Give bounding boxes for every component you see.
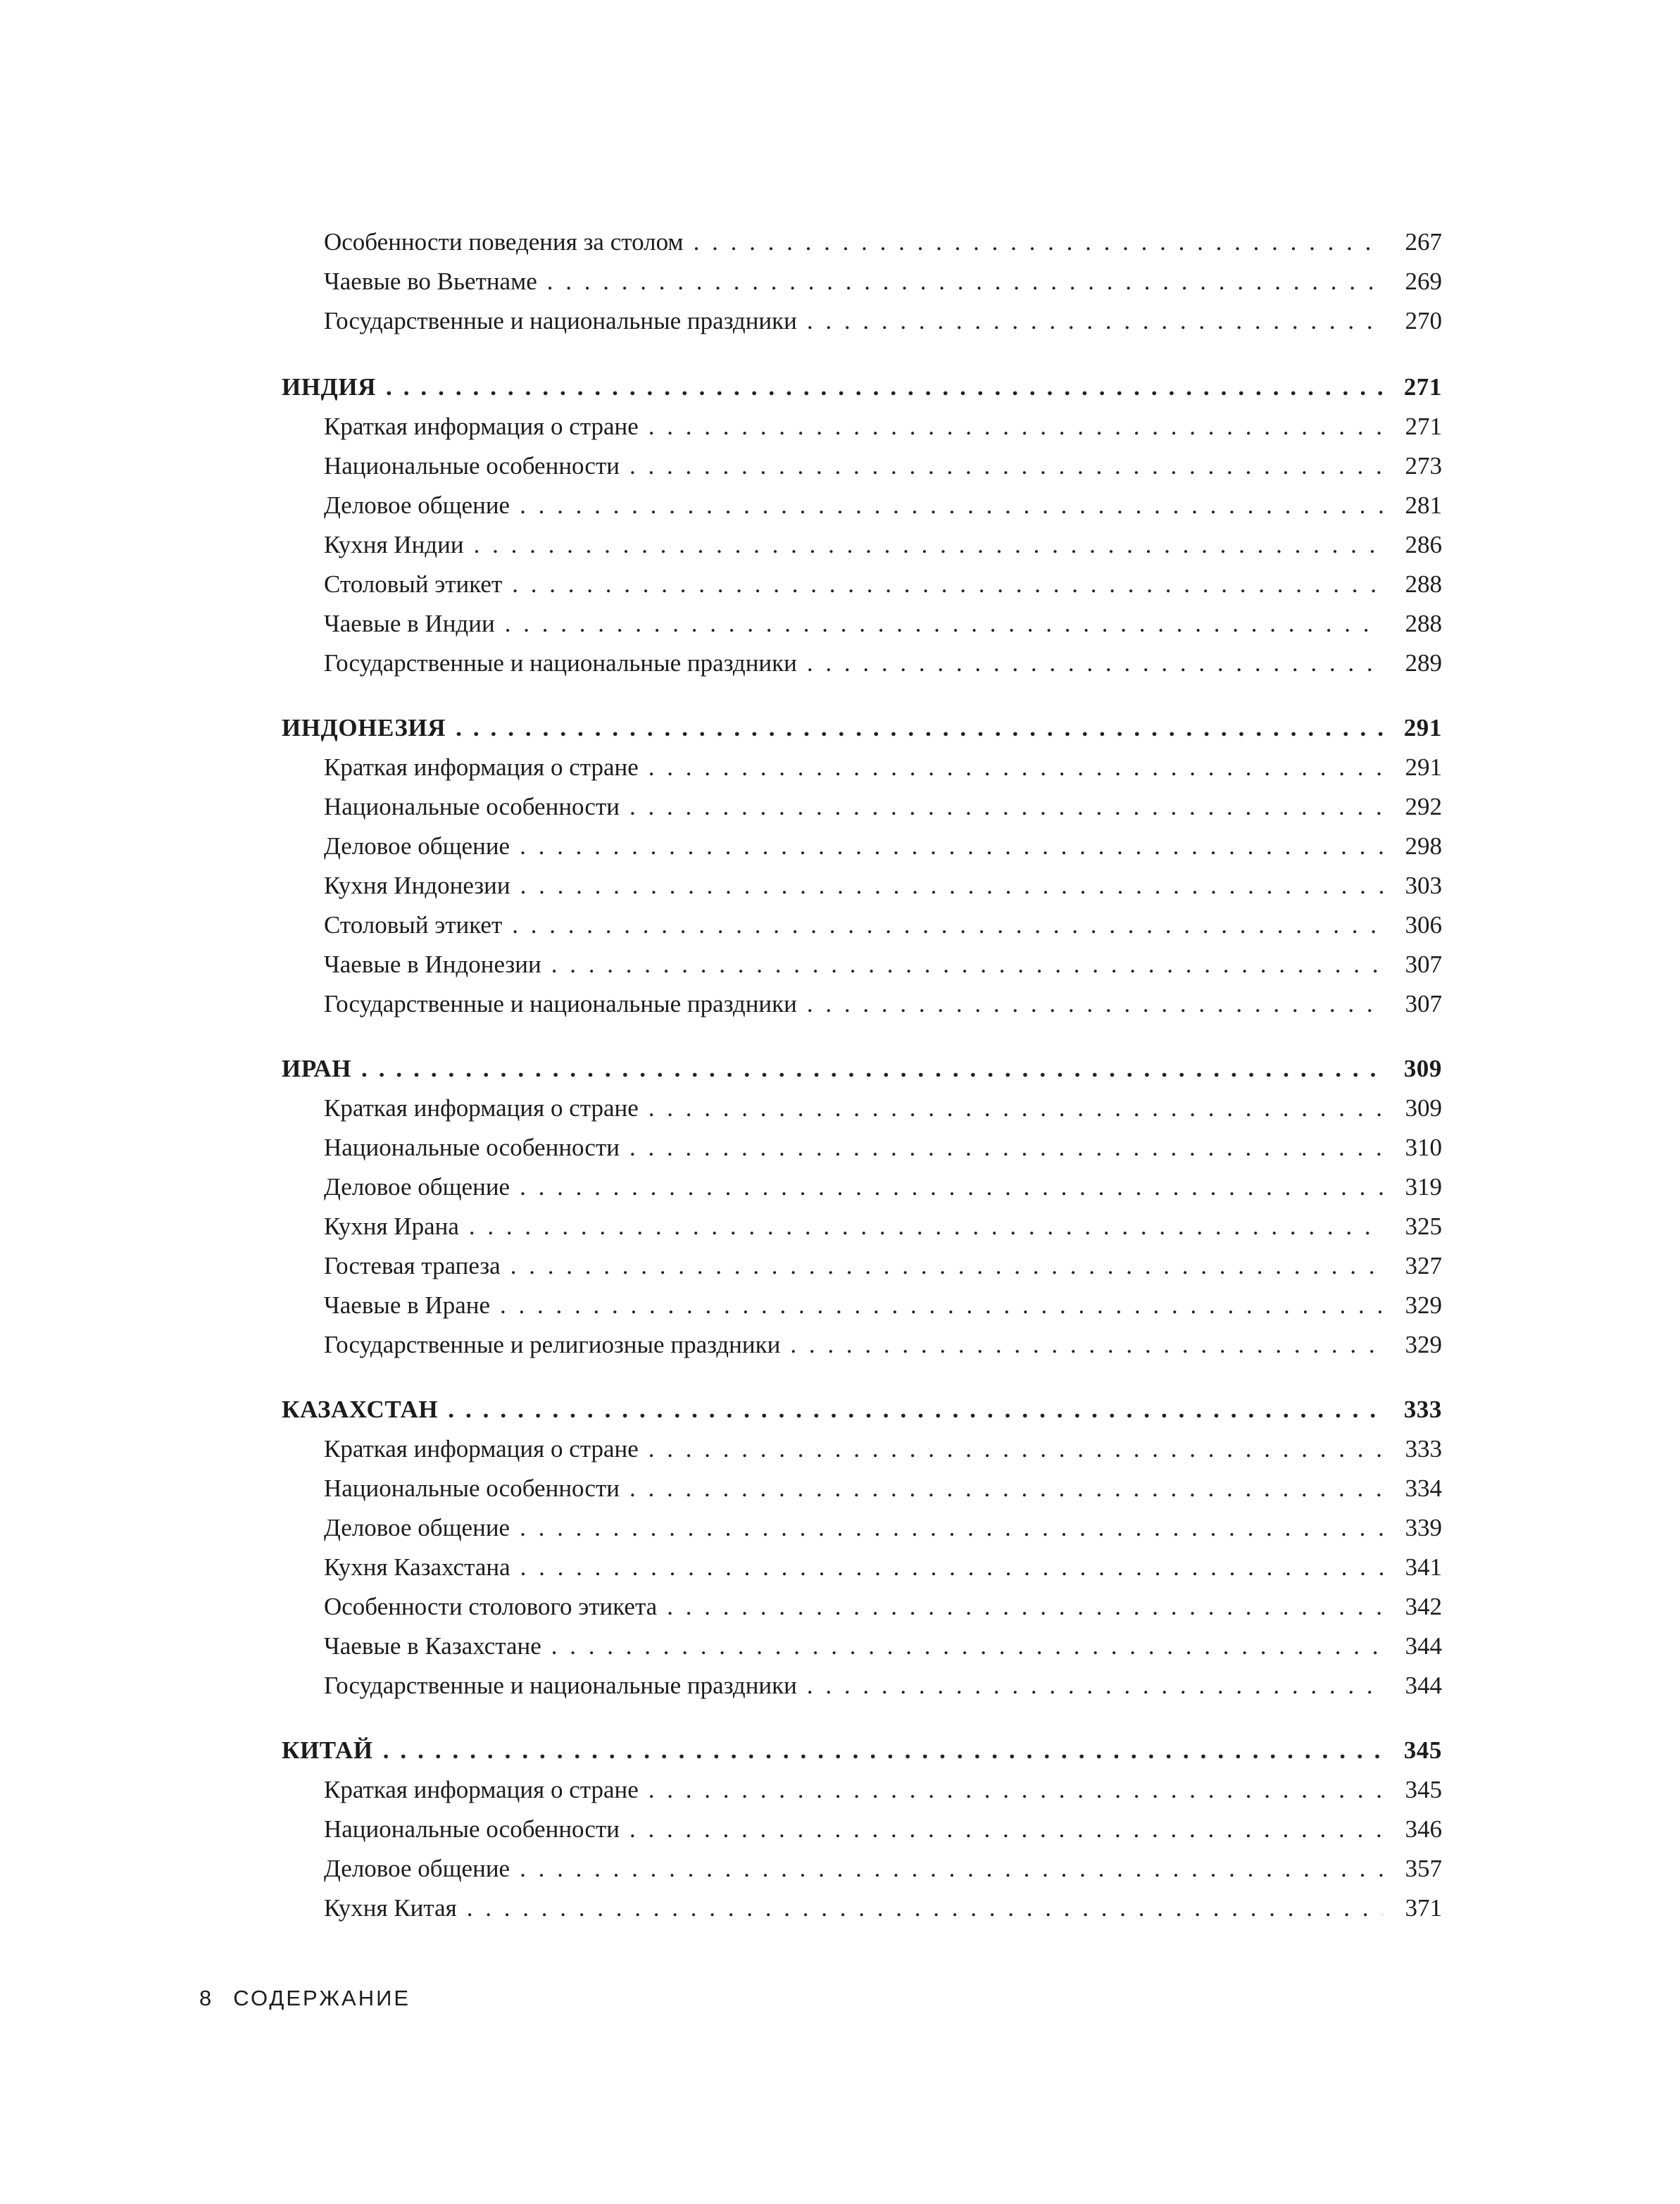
toc-entry-page: 327 xyxy=(1405,1252,1442,1279)
toc-entry xyxy=(282,604,1442,644)
toc-entry-title: Государственные и национальные праздники xyxy=(324,649,797,677)
toc-entry xyxy=(282,1167,1442,1207)
toc-entry-page: 310 xyxy=(1405,1134,1442,1161)
toc-entry-page: 269 xyxy=(1405,268,1442,295)
toc-entry xyxy=(282,1810,1442,1849)
toc-entry xyxy=(282,1469,1442,1508)
chapter-heading xyxy=(282,1390,1442,1429)
table-of-contents xyxy=(282,223,1442,1953)
dot-leader xyxy=(629,787,1383,827)
dot-leader xyxy=(520,1508,1383,1548)
toc-entry-page: 307 xyxy=(1405,951,1442,978)
toc-entry-title: Кухня Ирана xyxy=(324,1213,459,1240)
toc-entry xyxy=(282,262,1442,301)
dot-leader xyxy=(648,1429,1383,1469)
toc-entry-title: Кухня Индонезии xyxy=(324,872,510,899)
dot-leader xyxy=(520,1849,1383,1889)
toc-entry xyxy=(282,301,1442,341)
toc-entry xyxy=(282,1286,1442,1325)
dot-leader xyxy=(512,906,1383,945)
toc-entry-page: 325 xyxy=(1405,1213,1442,1240)
toc-entry-page: 306 xyxy=(1405,911,1442,939)
chapter-heading xyxy=(282,1731,1442,1770)
toc-entry xyxy=(282,446,1442,486)
toc-entry xyxy=(282,1207,1442,1246)
toc-entry xyxy=(282,748,1442,787)
chapter-heading-page: 333 xyxy=(1403,1396,1442,1423)
dot-leader xyxy=(648,1089,1383,1128)
toc-entry-title: Краткая информация о стране xyxy=(324,1094,639,1122)
toc-entry-page: 286 xyxy=(1405,531,1442,558)
dot-leader xyxy=(547,262,1383,301)
toc-entry-title: Чаевые в Казахстане xyxy=(324,1632,541,1660)
toc-entry-page: 291 xyxy=(1405,753,1442,781)
toc-entry-page: 292 xyxy=(1405,793,1442,820)
toc-entry xyxy=(282,1849,1442,1889)
toc-entry xyxy=(282,787,1442,827)
toc-entry xyxy=(282,1666,1442,1705)
dot-leader xyxy=(648,748,1383,787)
toc-entry-page: 329 xyxy=(1405,1291,1442,1319)
toc-entry-page: 371 xyxy=(1405,1894,1442,1922)
toc-entry-page: 333 xyxy=(1405,1435,1442,1463)
toc-entry-title: Столовый этикет xyxy=(324,570,503,598)
toc-entry-page: 288 xyxy=(1405,610,1442,637)
dot-leader xyxy=(648,1770,1383,1810)
dot-leader xyxy=(520,486,1383,525)
toc-entry-page: 344 xyxy=(1405,1632,1442,1660)
dot-leader xyxy=(807,644,1383,683)
dot-leader xyxy=(520,1548,1383,1587)
toc-entry xyxy=(282,1429,1442,1469)
toc-entry-title: Национальные особенности xyxy=(324,452,620,480)
dot-leader xyxy=(383,1731,1383,1770)
toc-entry-page: 345 xyxy=(1405,1776,1442,1803)
dot-leader xyxy=(551,945,1383,984)
toc-entry xyxy=(282,565,1442,604)
toc-entry-title: Деловое общение xyxy=(324,491,510,519)
toc-entry-page: 303 xyxy=(1405,872,1442,899)
toc-entry-title: Чаевые во Вьетнаме xyxy=(324,268,537,295)
toc-entry-page: 281 xyxy=(1405,491,1442,519)
toc-entry-title: Деловое общение xyxy=(324,832,510,860)
dot-leader xyxy=(469,1207,1383,1246)
toc-chapter xyxy=(282,1049,1442,1365)
dot-leader xyxy=(474,525,1383,565)
toc-entry-title: Краткая информация о стране xyxy=(324,1435,639,1463)
toc-chapter xyxy=(282,1731,1442,1928)
toc-entry xyxy=(282,1089,1442,1128)
dot-leader xyxy=(361,1049,1383,1089)
page-footer xyxy=(199,1986,410,2011)
toc-entry-page: 344 xyxy=(1405,1672,1442,1699)
toc-entry xyxy=(282,1508,1442,1548)
chapter-heading xyxy=(282,708,1442,748)
toc-entry-page: 342 xyxy=(1405,1593,1442,1620)
toc-entry xyxy=(282,407,1442,446)
toc-entry-page: 339 xyxy=(1405,1514,1442,1541)
chapter-heading-title: КАЗАХСТАН xyxy=(282,1396,439,1423)
toc-entry-title: Национальные особенности xyxy=(324,1815,620,1843)
dot-leader xyxy=(551,1627,1383,1666)
dot-leader xyxy=(386,368,1383,407)
toc-entry xyxy=(282,1246,1442,1286)
dot-leader xyxy=(807,1666,1383,1705)
toc-entry-title: Деловое общение xyxy=(324,1855,510,1882)
toc-entry-title: Государственные и религиозные праздники xyxy=(324,1331,781,1358)
dot-leader xyxy=(520,866,1383,906)
toc-entry-page: 288 xyxy=(1405,570,1442,598)
toc-entry-page: 329 xyxy=(1405,1331,1442,1358)
toc-entry xyxy=(282,1548,1442,1587)
toc-entry-page: 309 xyxy=(1405,1094,1442,1122)
dot-leader xyxy=(648,407,1383,446)
dot-leader xyxy=(467,1889,1383,1928)
toc-entry-title: Государственные и национальные праздники xyxy=(324,1672,797,1699)
toc-entry xyxy=(282,644,1442,683)
toc-entry-page: 273 xyxy=(1405,452,1442,480)
dot-leader xyxy=(512,565,1383,604)
toc-entry-title: Особенности поведения за столом xyxy=(324,228,684,256)
toc-entry-page: 298 xyxy=(1405,832,1442,860)
toc-entry-title: Столовый этикет xyxy=(324,911,503,939)
dot-leader xyxy=(629,446,1383,486)
dot-leader xyxy=(510,1246,1383,1286)
toc-entry-title: Кухня Индии xyxy=(324,531,464,558)
toc-entry-title: Деловое общение xyxy=(324,1173,510,1201)
dot-leader xyxy=(629,1469,1383,1508)
toc-entry-title: Национальные особенности xyxy=(324,1474,620,1502)
dot-leader xyxy=(500,1286,1383,1325)
toc-entry xyxy=(282,1587,1442,1627)
toc-entry-page: 289 xyxy=(1405,649,1442,677)
toc-entry-title: Национальные особенности xyxy=(324,1134,620,1161)
toc-entry-page: 341 xyxy=(1405,1553,1442,1581)
chapter-heading xyxy=(282,368,1442,407)
chapter-heading-page: 271 xyxy=(1403,373,1442,401)
toc-entry xyxy=(282,1128,1442,1167)
running-head: СОДЕРЖАНИЕ xyxy=(233,1986,411,2010)
dot-leader xyxy=(629,1128,1383,1167)
toc-entry xyxy=(282,1889,1442,1928)
toc-entry-title: Государственные и национальные праздники xyxy=(324,990,797,1018)
toc-entry-title: Деловое общение xyxy=(324,1514,510,1541)
toc-entry xyxy=(282,1325,1442,1365)
chapter-heading-page: 309 xyxy=(1403,1055,1442,1082)
toc-entry-page: 270 xyxy=(1405,307,1442,334)
toc-entry xyxy=(282,866,1442,906)
toc-entry-title: Кухня Казахстана xyxy=(324,1553,510,1581)
toc-entry-title: Чаевые в Индонезии xyxy=(324,951,541,978)
toc-entry-title: Краткая информация о стране xyxy=(324,753,639,781)
toc-entry xyxy=(282,525,1442,565)
toc-entry-title: Чаевые в Индии xyxy=(324,610,495,637)
toc-entry-title: Особенности столового этикета xyxy=(324,1593,658,1620)
toc-entry-title: Кухня Китая xyxy=(324,1894,457,1922)
toc-chapter xyxy=(282,1390,1442,1705)
toc-entry-page: 319 xyxy=(1405,1173,1442,1201)
toc-chapter xyxy=(282,708,1442,1024)
toc-entry-title: Краткая информация о стране xyxy=(324,413,639,440)
toc-entry xyxy=(282,827,1442,866)
toc-chapter xyxy=(282,223,1442,341)
toc-entry xyxy=(282,984,1442,1024)
chapter-heading-title: ИНДОНЕЗИЯ xyxy=(282,714,446,741)
toc-entry-title: Государственные и национальные праздники xyxy=(324,307,797,334)
toc-entry-title: Национальные особенности xyxy=(324,793,620,820)
toc-chapter xyxy=(282,368,1442,683)
chapter-heading-page: 345 xyxy=(1403,1736,1442,1764)
toc-entry-page: 271 xyxy=(1405,413,1442,440)
chapter-heading-page: 291 xyxy=(1403,714,1442,741)
toc-entry xyxy=(282,486,1442,525)
dot-leader xyxy=(456,708,1383,748)
chapter-heading-title: ИРАН xyxy=(282,1055,352,1082)
toc-entry-page: 357 xyxy=(1405,1855,1442,1882)
page-number: 8 xyxy=(199,1986,214,2010)
dot-leader xyxy=(629,1810,1383,1849)
toc-entry-title: Гостевая трапеза xyxy=(324,1252,501,1279)
dot-leader xyxy=(694,223,1383,262)
dot-leader xyxy=(520,1167,1383,1207)
dot-leader xyxy=(807,984,1383,1024)
chapter-heading xyxy=(282,1049,1442,1089)
toc-entry-title: Чаевые в Иране xyxy=(324,1291,490,1319)
toc-entry-page: 307 xyxy=(1405,990,1442,1018)
toc-entry xyxy=(282,1627,1442,1666)
toc-entry xyxy=(282,945,1442,984)
toc-entry-page: 267 xyxy=(1405,228,1442,256)
toc-entry-title: Краткая информация о стране xyxy=(324,1776,639,1803)
chapter-heading-title: КИТАЙ xyxy=(282,1736,373,1764)
dot-leader xyxy=(790,1325,1383,1365)
toc-entry xyxy=(282,1770,1442,1810)
dot-leader xyxy=(807,301,1383,341)
toc-entry xyxy=(282,906,1442,945)
chapter-heading-title: ИНДИЯ xyxy=(282,373,377,401)
dot-leader xyxy=(667,1587,1383,1627)
toc-entry-page: 346 xyxy=(1405,1815,1442,1843)
dot-leader xyxy=(520,827,1383,866)
toc-entry xyxy=(282,223,1442,262)
toc-entry-page: 334 xyxy=(1405,1474,1442,1502)
dot-leader xyxy=(505,604,1383,644)
dot-leader xyxy=(448,1390,1383,1429)
